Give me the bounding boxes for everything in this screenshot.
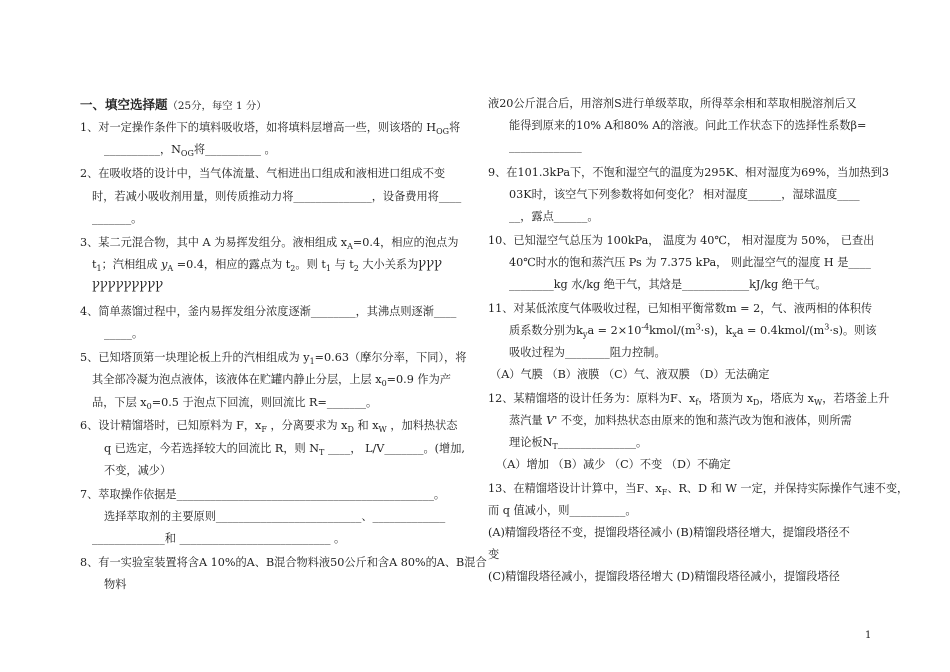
question-11-line-3: 吸收过程为________阻力控制。 bbox=[509, 346, 666, 359]
question-6-line-2: q 已选定，今若选择较大的回流比 R，则 $N_T$ ____， L/V_______。(增加, bbox=[104, 442, 465, 458]
question-5-line-1: 5、已知塔顶第一块理论板上升的汽相组成为 $y_1=0.63$（摩尔分率，下同），将 bbox=[80, 351, 467, 367]
question-9-line-3: __，露点______。 bbox=[509, 210, 599, 223]
question-11-options: （A）气膜 （B）液膜 （C）气、液双膜 （D）无法确定 bbox=[490, 368, 770, 381]
question-3-line-2: $t_1$；汽相组成 $y_A =0.4$，相应的露点为 $t_2$。则 $t_1$ 与 $t_2$ 大小关系为ꝨꝨꝨ bbox=[92, 258, 443, 274]
question-13-line-2: 而 q 值减小，则__________。 bbox=[488, 504, 637, 517]
question-5-line-3: 品，下层 $x_0=0.5$ 于泡点下回流，则回流比 R=_______。 bbox=[92, 396, 378, 412]
question-8-line-1: 8、有一实验室装置将含A 10%的A、B混合物料液50公斤和含A 80%的A、B混合 bbox=[80, 556, 487, 569]
question-2-line-2: 时，若减小吸收剂用量，则传质推动力将______________，设备费用将____ bbox=[92, 190, 462, 203]
question-4-line-2: _____。 bbox=[104, 327, 144, 340]
question-7-line-1: 7、萃取操作依据是______________________________________________。 bbox=[80, 488, 446, 501]
question-8-line-4: 能得到原来的10% A和80% A的溶液。问此工作状态下的选择性系数β= bbox=[509, 119, 867, 132]
question-2-line-1: 2、在吸收塔的设计中，当气体流量、气相进出口组成和液相进口组成不变 bbox=[80, 167, 446, 180]
question-5-line-2: 其全部冷凝为泡点液体，该液体在贮罐内静止分层，上层 $x_0=0.9$ 作为产 bbox=[92, 373, 451, 389]
question-4-line-1: 4、简单蒸馏过程中，釜内易挥发组分浓度逐渐________，其沸点则逐渐____ bbox=[80, 305, 457, 318]
section-note: （25分，每空 1 分） bbox=[167, 100, 267, 112]
question-8-line-3: 液20公斤混合后，用溶剂S进行单级萃取，所得萃余相和萃取相脱溶剂后又 bbox=[488, 97, 857, 110]
question-13-option-ab-cont: 变 bbox=[488, 548, 500, 561]
question-2-line-3: _______。 bbox=[92, 212, 143, 225]
question-9-line-1: 9、在101.3kPa下，不饱和湿空气的温度为295K、相对湿度为69%，当加热到3 bbox=[488, 166, 890, 179]
question-12-line-1: 12、某精馏塔的设计任务为：原料为F、$x_f$，塔顶为 $x_D$，塔底为 $x_W$，若塔釜上升 bbox=[488, 392, 890, 408]
question-8-line-5: _____________ bbox=[509, 140, 582, 153]
question-9-line-2: 03K时，该空气下列参数将如何变化？ 相对湿度______，湿球温度____ bbox=[509, 188, 860, 201]
question-7-line-3: _____________和 ___________________________ 。 bbox=[92, 532, 346, 545]
question-13-option-ab: (A)精馏段塔径不变，提馏段塔径减小 (B)精馏段塔径增大，提馏段塔径不 bbox=[488, 526, 850, 539]
section-title: 一、填空选择题（25分，每空 1 分） bbox=[80, 97, 267, 112]
question-8-line-2: 物料 bbox=[104, 578, 127, 591]
question-13-option-cd: (C)精馏段塔径减小，提馏段塔径增大 (D)精馏段塔径减小，提馏段塔径 bbox=[488, 570, 840, 583]
question-7-line-2: 选择萃取剂的主要原则__________________________、_____________ bbox=[104, 510, 446, 523]
question-12-options: （A）增加 （B）减少 （C）不变 （D）不确定 bbox=[496, 458, 731, 471]
question-3-line-1: 3、某二元混合物，其中 A 为易挥发组分。液相组成 $x_A=0.4$，相应的泡点为 bbox=[80, 236, 459, 252]
question-10-line-1: 10、已知湿空气总压为 100kPa， 温度为 40℃， 相对湿度为 50%， 已查出 bbox=[488, 234, 875, 247]
question-11-line-2: 质系数分别为$k_ya$ = $2\times 10^{-4}kmol/(m^3\cdot s)$，$k_xa$ = $0.4kmol/(m^3\cdot s)$。则该 bbox=[509, 322, 877, 340]
question-6-line-3: 不变，减少） bbox=[104, 464, 172, 477]
question-1-line-1: 1、对一定操作条件下的填料吸收塔，如将填料层增高一些，则该塔的 $H_{OG}$将 bbox=[80, 121, 461, 137]
question-12-line-2: 蒸汽量 V' 不变，加料热状态由原来的饱和蒸汽改为饱和液体，则所需 bbox=[509, 414, 852, 427]
question-10-line-2: 40℃时水的饱和蒸汽压 Ps 为 7.375 kPa， 则此湿空气的湿度 H 是____ bbox=[509, 256, 871, 269]
question-12-line-3: 理论板$N_T\_\_\_\_\_\_\_\_\_\_\_\_\_\_$。 bbox=[509, 436, 648, 452]
question-6-line-1: 6、设计精馏塔时，已知原料为 F，$x_F$ ，分离要求为 $x_D$ 和 $x_W$ ，加料热状态 bbox=[80, 419, 458, 435]
question-10-line-3: ________kg 水/kg 绝干气，其焓是____________kJ/kg 绝干气。 bbox=[509, 278, 827, 291]
question-1-line-2: __________，$N_{OG}$将__________ 。 bbox=[104, 143, 276, 159]
question-11-line-1: 11、对某低浓度气体吸收过程，已知相平衡常数m = 2，气、液两相的体积传 bbox=[488, 302, 873, 315]
question-3-line-3: ꝨꝨꝨꝨꝨꝨꝨꝨꝨ bbox=[92, 279, 164, 292]
page-number: 1 bbox=[865, 630, 872, 641]
question-13-line-1: 13、在精馏塔设计计算中，当F、$x_F$、R、D 和 W 一定，并保持实际操作气速不变， bbox=[488, 482, 909, 498]
